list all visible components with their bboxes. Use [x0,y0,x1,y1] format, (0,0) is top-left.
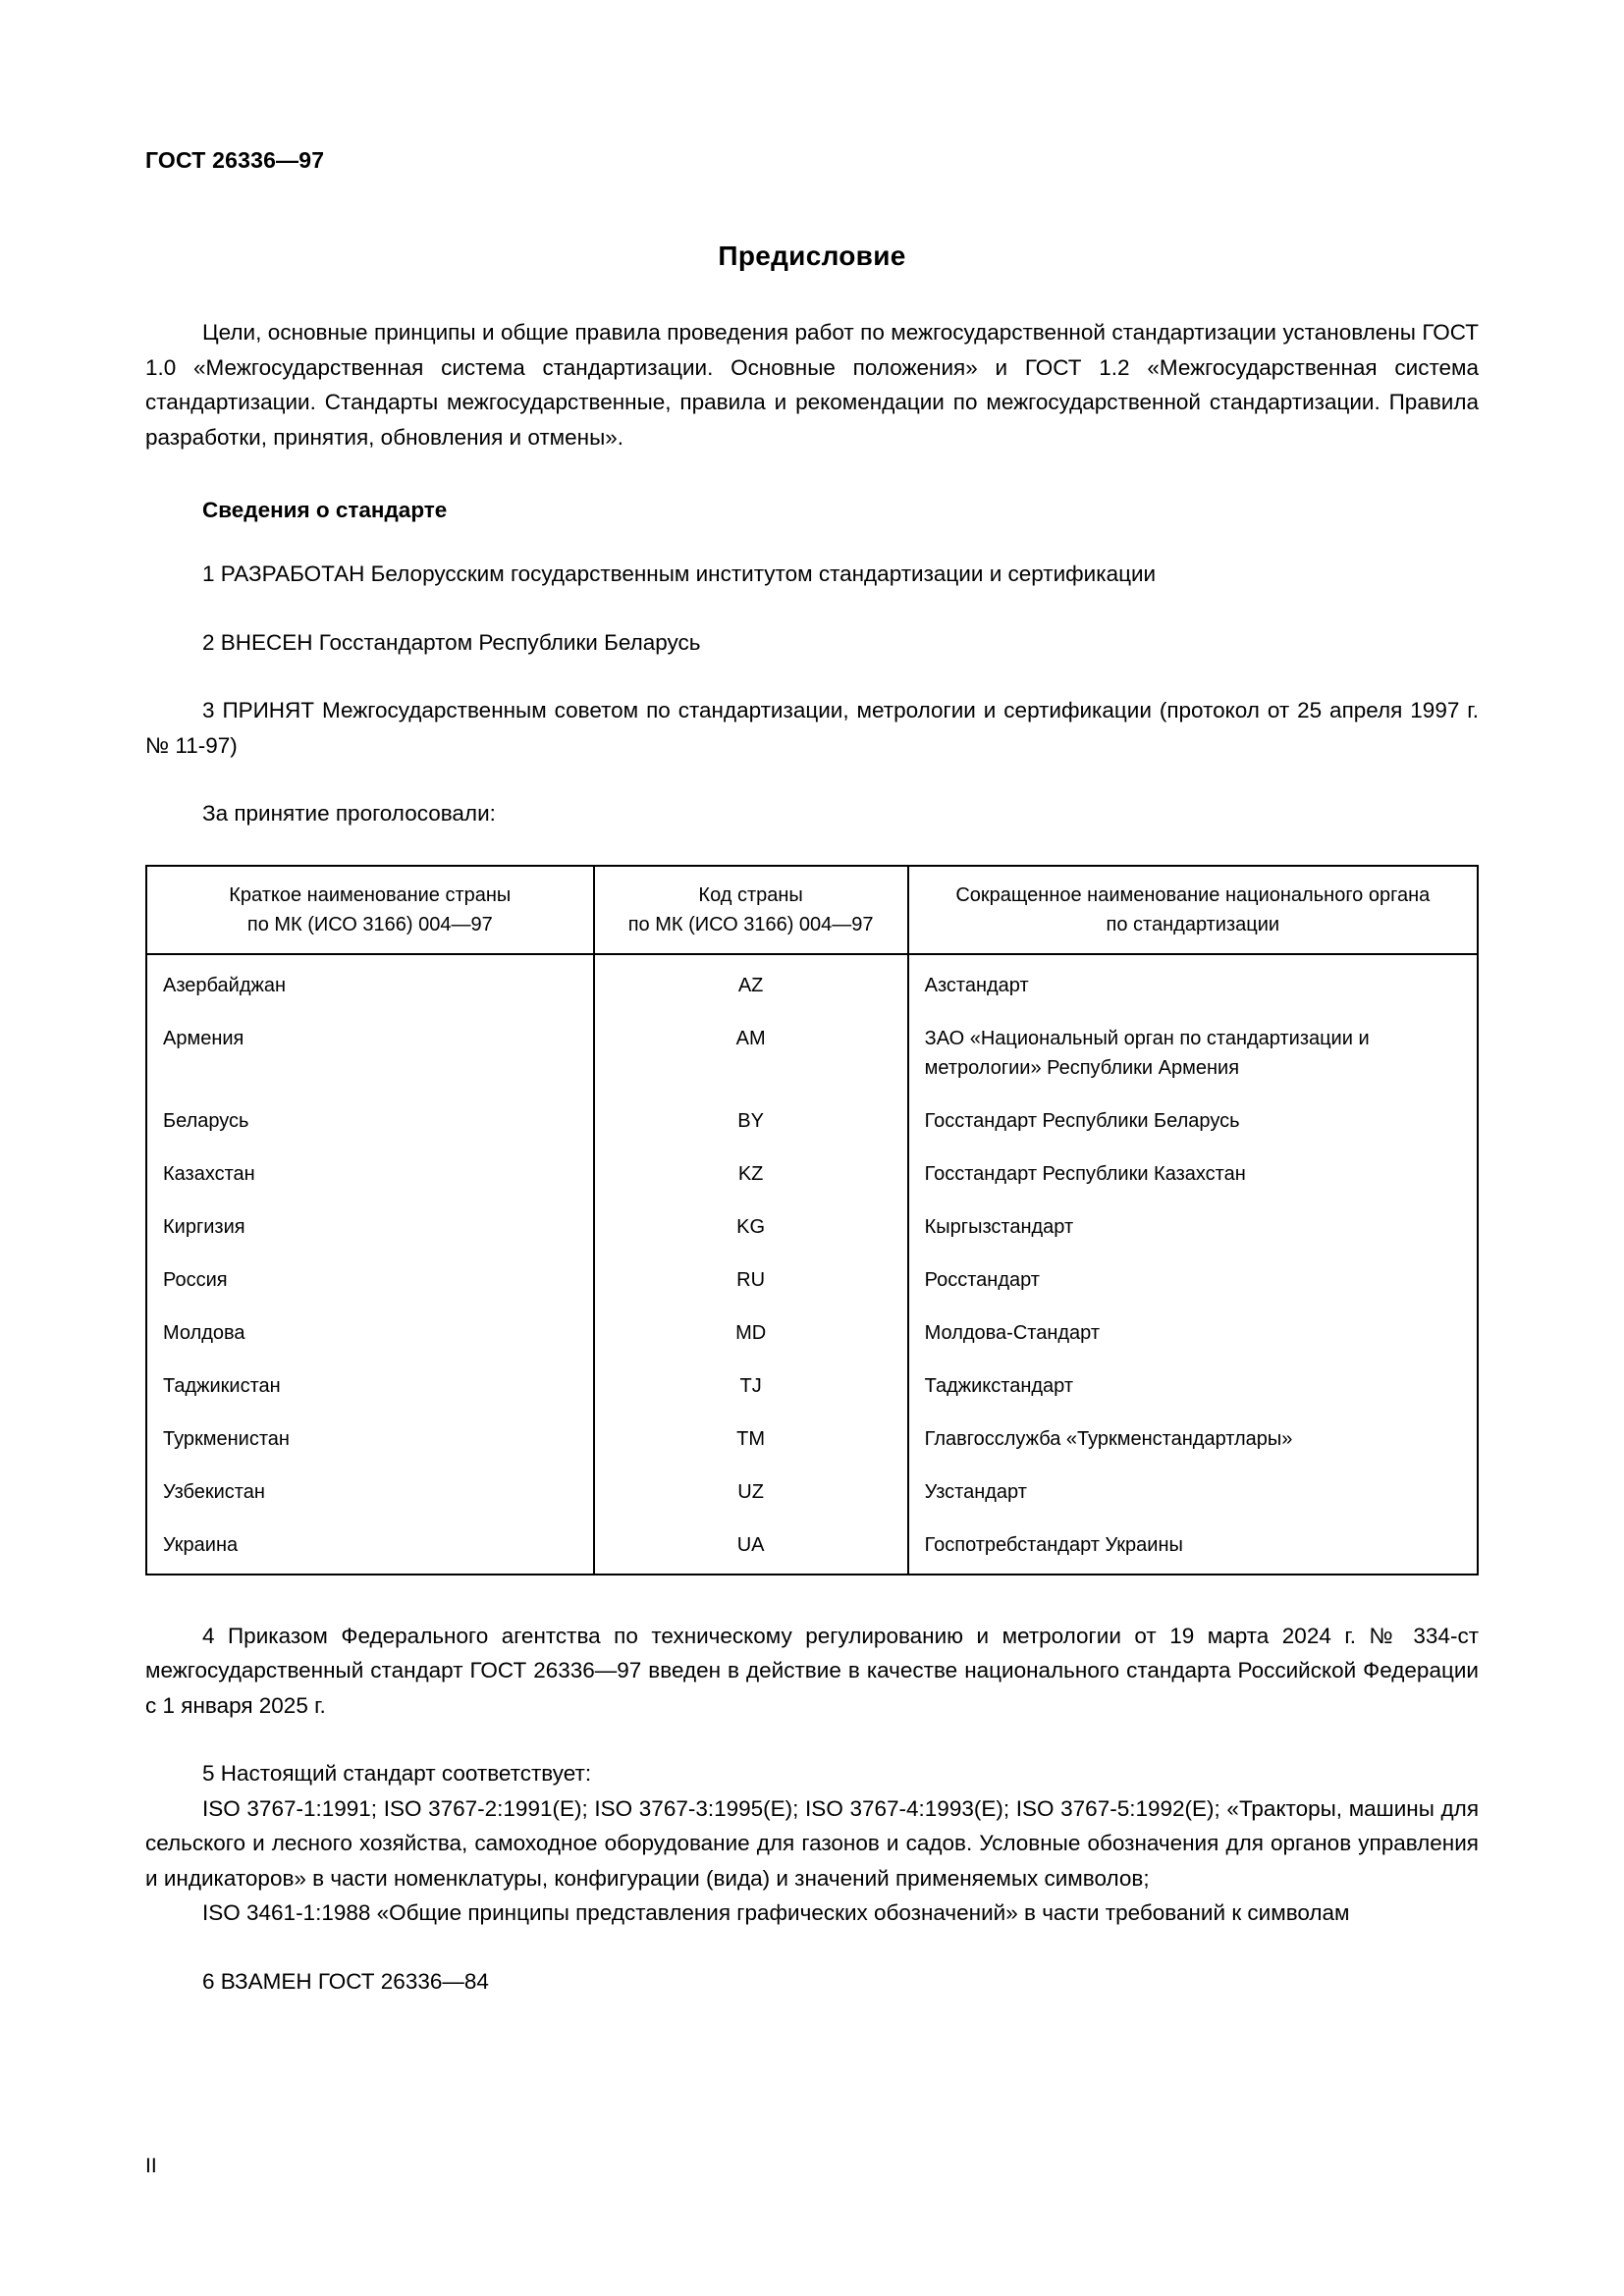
cell-country: Киргизия [146,1202,594,1255]
cell-organization: Молдова-Стандарт [908,1308,1478,1362]
cell-code: AZ [594,954,908,1014]
table-row [146,1415,1478,1468]
cell-organization: Госпотребстандарт Украины [908,1521,1478,1575]
cell-code: KG [594,1202,908,1255]
standard-info-item-2: 2 ВНЕСЕН Госстандартом Республики Беларусь [202,629,701,655]
standard-info-item-3: 3 ПРИНЯТ Межгосударственным советом по стандартизации, метрологии и сертификации (протокол от 25 апреля 1997 г. № 11-97) [145,698,1479,758]
intro-paragraph: Цели, основные принципы и общие правила проведения работ по межгосударственной стандартизации установлены ГОСТ 1.0 «Межгосударственная система стандартизации. Основные положения» и ГОСТ 1.2 «Межгосударственная система стандартизации. Стандарты межгосударственные, правила и рекомендации по межгосударственной стандартизации. Правила разработки, принятия, обновления и отмены». [145,320,1479,450]
table-header-row [146,866,1478,954]
table-row [146,954,1478,1014]
cell-country: Узбекистан [146,1468,594,1521]
table-row [146,1308,1478,1362]
cell-country: Россия [146,1255,594,1308]
cell-code: AM [594,1014,908,1096]
page-number: II [145,2155,157,2177]
cell-country: Казахстан [146,1149,594,1202]
cell-country: Украина [146,1521,594,1575]
cell-country: Беларусь [146,1096,594,1149]
column-header-organization-line2: по стандартизации [1106,913,1280,935]
cell-organization: Азстандарт [908,954,1478,1014]
page-title: Предисловие [718,240,906,271]
cell-country: Таджикистан [146,1362,594,1415]
cell-code: KZ [594,1149,908,1202]
column-header-code [594,866,908,954]
table-row [146,1255,1478,1308]
after-table-item-5-intro: 5 Настоящий стандарт соответствует: [202,1761,592,1786]
column-header-code-line2: по МК (ИСО 3166) 004—97 [627,913,874,935]
table-row [146,1202,1478,1255]
cell-organization: Узстандарт [908,1468,1478,1521]
cell-organization: Таджикстандарт [908,1362,1478,1415]
cell-organization: Кыргызстандарт [908,1202,1478,1255]
column-header-organization [908,866,1478,954]
table-row [146,1362,1478,1415]
table-row [146,1096,1478,1149]
table-row [146,1521,1478,1575]
standard-info-item-1: 1 РАЗРАБОТАН Белорусским государственным институтом стандартизации и сертификации [202,561,1157,586]
column-header-country [146,866,594,954]
after-table-item-4: 4 Приказом Федерального агентства по техническому регулированию и метрологии от 19 марта 2024 г. № 334-ст межгосударственный стандарт ГОСТ 26336—97 введен в действие в качестве национального стандарта Российской Федерации с 1 января 2025 г. [145,1623,1479,1718]
standard-info-heading: Сведения о стандарте [202,498,448,522]
cell-code: TJ [594,1362,908,1415]
table-row [146,1149,1478,1202]
cell-country: Туркменистан [146,1415,594,1468]
vote-table-head [146,866,1478,954]
vote-table-body [146,954,1478,1575]
cell-country: Молдова [146,1308,594,1362]
after-table-item-6: 6 ВЗАМЕН ГОСТ 26336—84 [202,1968,489,1994]
after-table-item-5-iso-3461: ISO 3461-1:1988 «Общие принципы представления графических обозначений» в части требований к символам [202,1900,1350,1925]
cell-code: TM [594,1415,908,1468]
cell-organization: Главгосслужба «Туркменстандартлары» [908,1415,1478,1468]
table-row [146,1468,1478,1521]
cell-country: Армения [146,1014,594,1096]
after-table-item-5-iso-list: ISO 3767-1:1991; ISO 3767-2:1991(E); ISO 3767-3:1995(E); ISO 3767-4:1993(E); ISO 3767-5:1992(E); «Тракторы, машины для сельского и лесного хозяйства, самоходное оборудование для газонов и садов. Условные обозначения для органов управления и индикаторов» в части номенклатуры, конфигурации (вида) и значений применяемых символов; [145,1795,1479,1891]
column-header-country-line2: по МК (ИСО 3166) 004—97 [246,913,493,935]
cell-organization: Госстандарт Республики Беларусь [908,1096,1478,1149]
column-header-code-line1: Код страны [698,883,803,906]
vote-intro: За принятие проголосовали: [202,801,496,826]
running-head: ГОСТ 26336—97 [145,147,325,173]
cell-code: MD [594,1308,908,1362]
cell-code: UA [594,1521,908,1575]
vote-table-wrapper [145,865,1479,1575]
vote-table [145,865,1479,1575]
cell-country: Азербайджан [146,954,594,1014]
cell-code: RU [594,1255,908,1308]
table-row [146,1014,1478,1096]
cell-organization: ЗАО «Национальный орган по стандартизации и метрологии» Республики Армения [908,1014,1478,1096]
cell-code: BY [594,1096,908,1149]
column-header-country-line1: Краткое наименование страны [229,883,512,906]
column-header-organization-line1: Сокращенное наименование национального органа [955,883,1431,906]
cell-code: UZ [594,1468,908,1521]
cell-organization: Росстандарт [908,1255,1478,1308]
cell-organization: Госстандарт Республики Казахстан [908,1149,1478,1202]
